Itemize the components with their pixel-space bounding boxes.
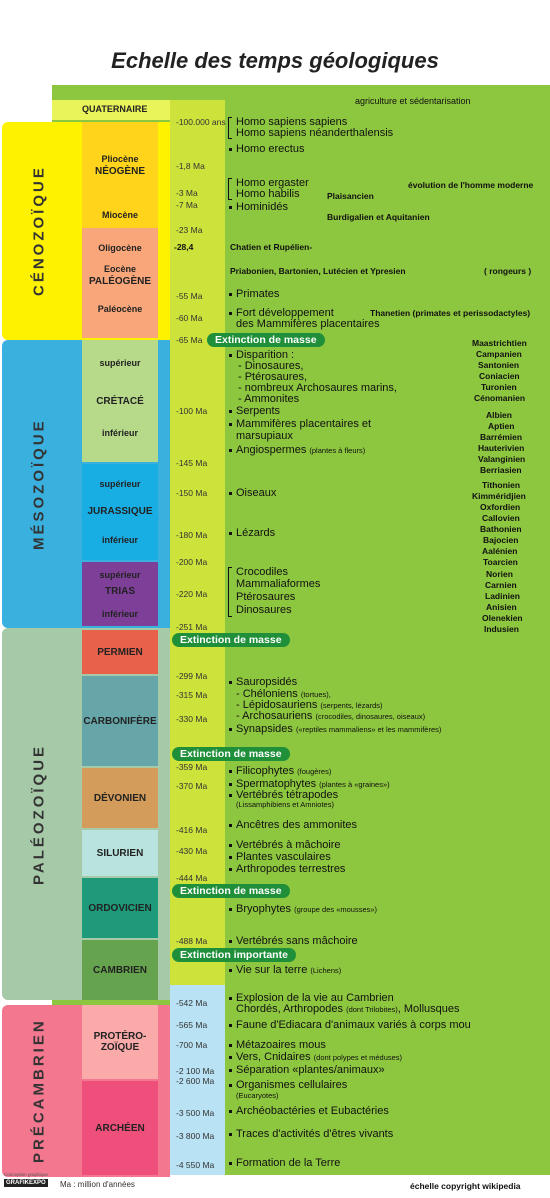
quaternaire-label: QUATERNAIRE — [82, 104, 148, 114]
event-text: - Ammonites — [238, 393, 300, 405]
event-text: Homo habilis — [236, 188, 300, 200]
event-text: Ancêtres des ammonites — [229, 820, 357, 831]
stage-label: Carnien — [485, 580, 517, 590]
bracket — [228, 117, 232, 139]
event-text: Formation de la Terre — [229, 1158, 340, 1169]
tick-label: -150 Ma — [176, 488, 208, 498]
stage-label: Santonien — [478, 360, 520, 370]
tick-label: -3 Ma — [176, 188, 198, 198]
era-mesozoique-label: MÉSOZOÏQUE — [30, 418, 48, 550]
note: ( rongeurs ) — [484, 266, 532, 276]
event-text: des Mammifères placentaires — [236, 318, 380, 330]
period-archeen: ARCHÉEN — [82, 1081, 158, 1175]
stage-label: Ladinien — [485, 591, 520, 601]
jur-inf-label: inférieur — [101, 535, 138, 545]
event-text: Filicophytes (fougères) — [229, 766, 331, 777]
tick-label: -7 Ma — [176, 200, 198, 210]
event-text: Plantes vasculaires — [229, 852, 331, 863]
period-carbonifere: CARBONIFÈRE — [82, 676, 158, 766]
stage-label: Anisien — [486, 602, 517, 612]
ma-legend: Ma : million d'années — [60, 1180, 135, 1189]
period-ordovicien: ORDOVICIEN — [82, 878, 158, 938]
stage-label: Valanginien — [478, 454, 526, 464]
grafikexpo-logo: GRAFIKEXPO — [6, 1180, 46, 1186]
tick-label: -315 Ma — [176, 690, 208, 700]
event-text: - Archosauriens (crocodiles, dinosaures, oiseaux) — [236, 710, 426, 722]
event-text: Vertébrés tétrapodes — [229, 790, 338, 801]
event-text: - nombreux Archosaures marins, — [238, 382, 397, 394]
event-text: Homo erectus — [229, 144, 304, 155]
tick-label: -23 Ma — [176, 225, 203, 235]
trias-label: TRIAS — [105, 586, 135, 597]
period-silurien: SILURIEN — [82, 830, 158, 876]
extinction-badge: Extinction de masse — [207, 333, 325, 347]
note: évolution de l'homme moderne — [408, 180, 534, 190]
tick-label: -100.000 ans — [176, 117, 226, 127]
paleocene-label: Paléocène — [97, 304, 143, 314]
eocene-label: Eocène — [103, 264, 136, 274]
event-text: - Chéloniens (tortues), — [236, 688, 331, 700]
neogene-label: NÉOGÈNE — [94, 166, 145, 177]
event-text: Homo sapiens néanderthalensis — [236, 127, 394, 139]
page-title: Echelle des temps géologiques — [111, 48, 439, 73]
bracket — [228, 178, 232, 200]
period-proterozoique: PROTÉRO-ZOÏQUE — [82, 1005, 158, 1079]
extinction-badge: Extinction de masse — [172, 884, 290, 898]
period-devonien: DÉVONIEN — [82, 768, 158, 828]
tick-label: -100 Ma — [176, 406, 208, 416]
jurassique-label: JURASSIQUE — [87, 506, 153, 517]
tick-label: -65 Ma — [176, 335, 203, 345]
tick-label: -565 Ma — [176, 1020, 208, 1030]
note: Plaisancien — [327, 191, 374, 201]
credit-text: Conception graphique — [4, 1172, 49, 1177]
tick-label: -60 Ma — [176, 313, 203, 323]
event-text: Explosion de la vie au Cambrien — [229, 993, 394, 1004]
event-text: Archéobactéries et Eubactéries — [229, 1106, 389, 1117]
tick-label: -330 Ma — [176, 714, 208, 724]
event-text: Angiospermes (plantes à fleurs) — [229, 445, 365, 456]
trias-sup-label: supérieur — [99, 570, 141, 580]
jur-sup-label: supérieur — [99, 479, 141, 489]
tick-label: -220 Ma — [176, 589, 208, 599]
event-text: Mammifères placentaires et — [229, 419, 371, 430]
stage-label: Indusien — [484, 624, 519, 634]
tick-label: -488 Ma — [176, 936, 208, 946]
event-text: Hominidés — [229, 202, 288, 213]
note: Burdigalien et Aquitanien — [327, 212, 430, 222]
top-note: agriculture et sédentarisation — [355, 96, 471, 106]
event-text: Synapsides («reptiles mammaliens» et les mammifères) — [229, 724, 441, 735]
event-text: Serpents — [229, 406, 280, 417]
tick-label: -3 500 Ma — [176, 1108, 215, 1118]
cretace-inf-label: inférieur — [101, 428, 138, 438]
note: Chatien et Rupélien- — [230, 242, 313, 252]
tick-label: -1,8 Ma — [176, 161, 205, 171]
tick-label: -2 600 Ma — [176, 1076, 215, 1086]
tick-label: -416 Ma — [176, 825, 208, 835]
tick-label: -28,4 — [174, 242, 194, 252]
credit-note: échelle copyright wikipedia — [410, 1181, 521, 1191]
period-permien: PERMIEN — [82, 630, 158, 674]
event-text: Faune d'Ediacara d'animaux variés à corps mou — [229, 1020, 471, 1031]
tick-label: -4 550 Ma — [176, 1160, 215, 1170]
tick-label: -2 100 Ma — [176, 1066, 215, 1076]
event-text: marsupiaux — [236, 430, 293, 442]
tick-label: -359 Ma — [176, 762, 208, 772]
stage-label: Bathonien — [480, 524, 522, 534]
event-text: Homo sapiens sapiens — [236, 116, 348, 128]
stage-label: Norien — [486, 569, 513, 579]
tick-label: -3 800 Ma — [176, 1131, 215, 1141]
stage-label: Hauterivien — [478, 443, 525, 453]
event-text: Chordés, Arthropodes (dont Trilobites), Mollusques — [236, 1003, 460, 1015]
stage-label: Cénomanien — [474, 393, 526, 403]
tick-label: -251 Ma — [176, 622, 208, 632]
event-text: Dinosaures — [236, 604, 292, 616]
stage-label: Aptien — [488, 421, 515, 431]
event-text: Ptérosaures — [236, 591, 296, 603]
era-precambrien-label: PRÉCAMBRIEN — [30, 1018, 48, 1164]
miocene-label: Miocène — [101, 210, 138, 220]
event-text: Organismes cellulaires — [229, 1080, 347, 1091]
tick-label: -180 Ma — [176, 530, 208, 540]
event-text: Fort développement — [229, 308, 334, 319]
event-text: - Ptérosaures, — [238, 371, 308, 383]
event-text: Oiseaux — [229, 488, 276, 499]
event-text: Vers, Cnidaires (dont polypes et méduses) — [229, 1052, 402, 1063]
period-cambrien: CAMBRIEN — [82, 940, 158, 1000]
stage-label: Maastrichtien — [472, 338, 527, 348]
era-cenozoique-label: CÉNOZOÏQUE — [30, 165, 48, 297]
tick-label: -55 Ma — [176, 291, 203, 301]
tick-label: -700 Ma — [176, 1040, 208, 1050]
cretace-sup-label: supérieur — [99, 358, 141, 368]
event-text: Vie sur la terre (Lichens) — [229, 965, 341, 976]
event-text: Sauropsidés — [229, 677, 297, 688]
oligocene-label: Oligocène — [98, 243, 142, 253]
extinction-badge: Extinction de masse — [172, 633, 290, 647]
cretace-label: CRÉTACÉ — [96, 396, 144, 407]
event-text: Disparition : — [229, 350, 294, 361]
event-text: Spermatophytes (plantes à «graines») — [229, 779, 390, 790]
tick-label: -430 Ma — [176, 846, 208, 856]
stage-label: Campanien — [476, 349, 522, 359]
stage-label: Oxfordien — [480, 502, 521, 512]
event-text: Lézards — [229, 528, 275, 539]
pliocene-label: Pliocène — [101, 154, 139, 164]
tick-label: -299 Ma — [176, 671, 208, 681]
tick-label: -145 Ma — [176, 458, 208, 468]
event-text: Traces d'activités d'êtres vivants — [229, 1129, 393, 1140]
stage-label: Bajocien — [483, 535, 519, 545]
note: Priabonien, Bartonien, Lutécien et Ypresien — [230, 266, 406, 276]
event-text: Arthropodes terrestres — [229, 864, 345, 875]
event-text: - Lépidosauriens (serpents, lézards) — [236, 699, 383, 711]
event-text: Vertébrés sans mâchoire — [229, 936, 358, 947]
extinction-badge: Extinction de masse — [172, 747, 290, 761]
stage-label: Barrémien — [480, 432, 523, 442]
event-text: Vertébrés à mâchoire — [229, 840, 341, 851]
tick-label: -200 Ma — [176, 557, 208, 567]
event-text: Métazoaires mous — [229, 1040, 326, 1051]
event-text: (Eucaryotes) — [236, 1091, 279, 1100]
event-text: Crocodiles — [236, 566, 288, 578]
stage-label: Berriasien — [480, 465, 522, 475]
event-text: Homo ergaster — [236, 177, 309, 189]
stage-label: Coniacien — [479, 371, 520, 381]
extinction-badge: Extinction importante — [172, 948, 296, 962]
tick-label: -444 Ma — [176, 873, 208, 883]
stage-label: Albien — [486, 410, 512, 420]
event-text: (Lissamphibiens et Amniotes) — [236, 800, 334, 809]
note: Thanetien (primates et perissodactyles) — [370, 308, 531, 318]
stage-label: Toarcien — [483, 557, 518, 567]
time-column — [170, 100, 225, 1000]
event-text: - Dinosaures, — [238, 360, 304, 372]
stage-label: Tithonien — [482, 480, 521, 490]
event-text: Primates — [229, 289, 279, 300]
tick-label: -370 Ma — [176, 781, 208, 791]
stage-label: Turonien — [481, 382, 517, 392]
paleogene-label: PALÉOGÈNE — [88, 276, 152, 287]
stage-label: Callovien — [482, 513, 520, 523]
trias-inf-label: inférieur — [101, 609, 138, 619]
stage-label: Olenekien — [482, 613, 523, 623]
event-text: Mammaliaformes — [236, 578, 321, 590]
era-paleozoique-label: PALÉOZOÏQUE — [30, 743, 48, 885]
event-text: Séparation «plantes/animaux» — [229, 1065, 385, 1076]
stage-label: Aalénien — [482, 546, 518, 556]
tick-label: -542 Ma — [176, 998, 208, 1008]
event-text: Bryophytes (groupe des «mousses») — [229, 904, 377, 915]
stage-label: Kimméridjien — [472, 491, 526, 501]
bracket — [228, 567, 232, 617]
